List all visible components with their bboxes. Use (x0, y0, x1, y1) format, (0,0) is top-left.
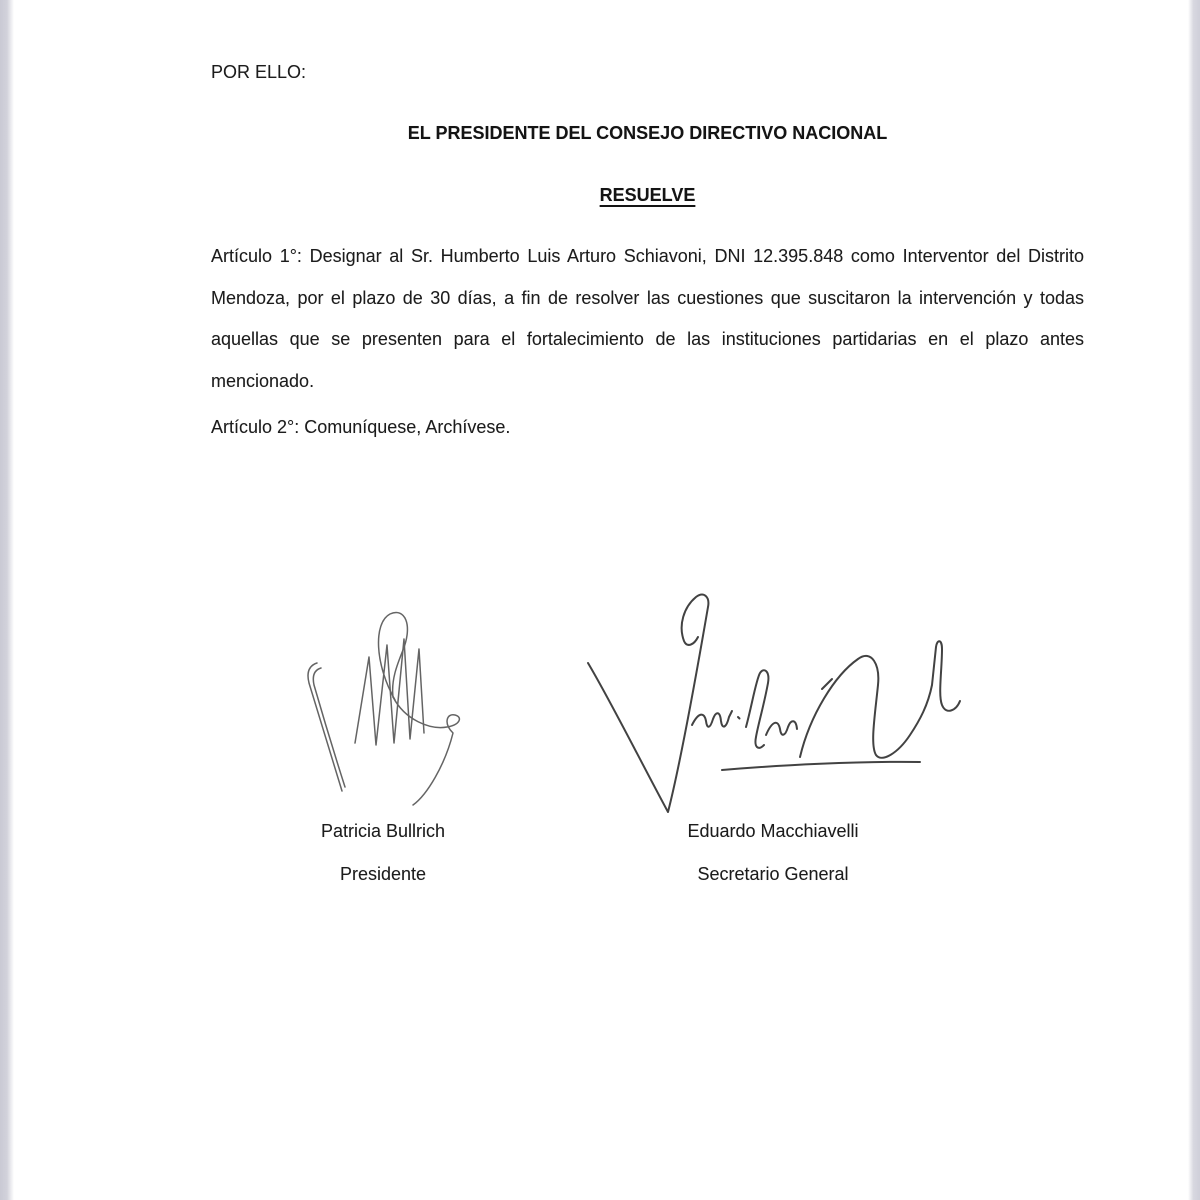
article-1-text: Artículo 1°: Designar al Sr. Humberto Luis Arturo Schiavoni, DNI 12.395.848 como Interventor del Distrito Mendoza, por el plazo de 30 días, a fin de resolver las cuestiones que suscitaron la intervención y todas aquellas que se presenten para el fortalecimiento de las instituciones partidarias en el plazo antes mencionado. (211, 246, 1084, 391)
article-2-text: Artículo 2°: Comuníquese, Archívese. (211, 417, 511, 437)
resolve-heading: RESUELVE (599, 185, 696, 205)
signature-image-eduardo-macchiavelli (580, 585, 970, 825)
signatory-role: Secretario General (697, 864, 849, 884)
scan-left-edge (0, 0, 14, 1200)
intro-clause: POR ELLO: (211, 62, 307, 82)
signatory-name: Patricia Bullrich (320, 821, 446, 841)
document-title: EL PRESIDENTE DEL CONSEJO DIRECTIVO NACIONAL (407, 123, 888, 143)
resolve-heading-row (211, 184, 1084, 206)
signatory-name: Eduardo Macchiavelli (687, 821, 859, 841)
scan-right-edge (1188, 0, 1200, 1200)
signature-image-patricia-bullrich (295, 605, 480, 815)
signatory-role: Presidente (339, 864, 427, 884)
